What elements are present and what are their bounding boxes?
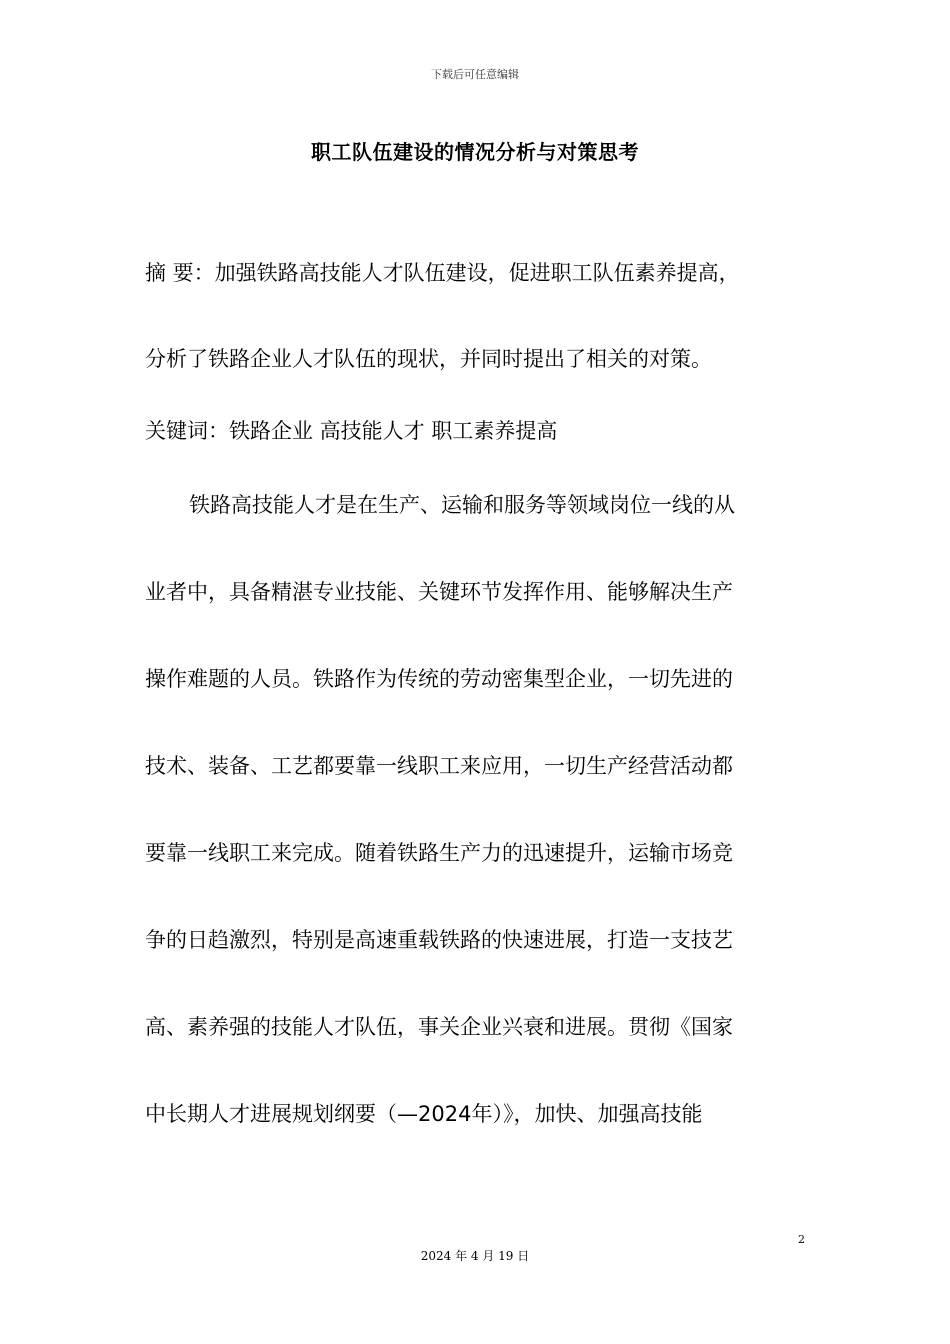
body-line-2: 业者中，具备精湛专业技能、关键环节发挥作用、能够解决生产 [145,580,733,604]
abstract-line-1: 摘 要：加强铁路高技能人才队伍建设，促进职工队伍素养提高， [145,261,740,285]
footer-date: 2024 年 4 月 19 日 [420,1249,530,1263]
body-line-6: 争的日趋激烈，特别是高速重载铁路的快速进展，打造一支技艺 [145,928,733,952]
abstract-line-2: 分析了铁路企业人才队伍的现状，并同时提出了相关的对策。 [145,347,712,371]
body-line-1: 铁路高技能人才是在生产、运输和服务等领域岗位一线的从 [189,493,735,517]
body-line-8: 中长期人才进展规划纲要（—2024年）》，加快、加强高技能 [145,1102,703,1126]
header-note: 下载后可任意编辑 [431,68,519,81]
keywords-line: 关键词：铁路企业 高技能人才 职工素养提高 [145,419,558,443]
body-line-5: 要靠一线职工来完成。随着铁路生产力的迅速提升，运输市场竞 [145,841,733,865]
body-line-7: 高、素养强的技能人才队伍，事关企业兴衰和进展。贯彻《国家 [145,1015,733,1039]
body-line-4: 技术、装备、工艺都要靠一线职工来应用，一切生产经营活动都 [145,754,733,778]
body-line-3: 操作难题的人员。铁路作为传统的劳动密集型企业，一切先进的 [145,667,733,691]
document-title: 职工队伍建设的情况分析与对策思考 [311,140,639,164]
page-number: 2 [798,1233,805,1246]
